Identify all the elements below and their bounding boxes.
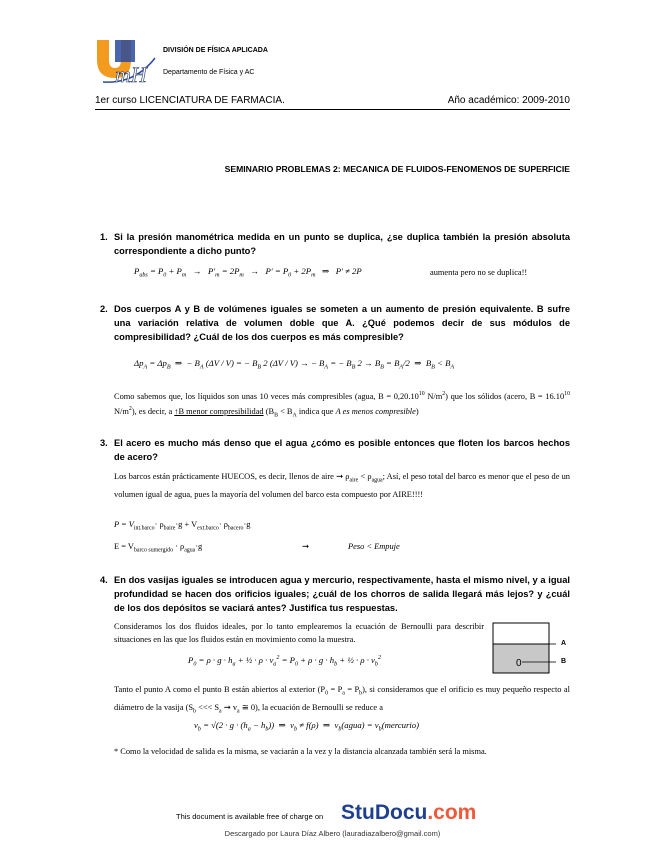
q3-conclusion: Peso < Empuje xyxy=(348,542,400,551)
q1-question: Si la presión manométrica medida en un punto se duplica, ¿se duplica también la presión absoluta correspondiente a dicho punto? xyxy=(114,232,570,256)
header-rule xyxy=(95,109,570,110)
q2-number: 2. xyxy=(100,304,108,314)
q3-buoyancy-formula: $E = V_{barco sumergido} \cdot \rho_{agua}\cdot g$ xyxy=(114,542,203,554)
q2-question: Dos cuerpos A y B de volúmenes iguales se someten a un aumento de presión equivalente. B sufre una variación relativa de volumen doble que A. ¿Qué podemos decir de sus módulos de compresibilidad? ¿Cuál de los dos cuerpos es más compresible? xyxy=(114,304,570,342)
q4-note: * Como la velocidad de salida es la misma, se vaciarán a la vez y la distancia alcanzada también será la misma. xyxy=(114,747,487,756)
q4-question: En dos vasijas iguales se introducen agua y mercurio, respectivamente, hasta el mismo nivel, y a igual profundidad se hacen dos orificios iguales; ¿cuál de los chorros de salida llegará más lejos? y ¿cuál de los dos depósitos se vaciará antes? Justifica tus respuestas. xyxy=(114,575,570,613)
q2-underlined-term: ↑B menor compresibilidad xyxy=(174,406,264,416)
page-title: SEMINARIO PROBLEMAS 2: MECANICA DE FLUIDOS-FENOMENOS DE SUPERFICIE xyxy=(224,164,570,174)
download-notice: Descargado por Laura Díaz Albero (lauradiazalbero@gmail.com) xyxy=(224,829,441,838)
q4-number: 4. xyxy=(100,575,108,585)
tank-label-a: A xyxy=(561,640,567,647)
studocu-logo[interactable]: StuDocu.com xyxy=(341,801,477,824)
tank-diagram xyxy=(492,622,558,674)
q4-bernoulli: $P_0 = \rho \cdot g \cdot h_a$ + ½ · $\rho \cdot v_a^2 = P_0 + \rho \cdot g \cdot h_b$ + ½ · $\rho \cdot v_b^2$ xyxy=(188,655,381,668)
q3-question: El acero es mucho más denso que el agua ¿cómo es posible entonces que floten los barcos hechos de acero? xyxy=(114,438,570,462)
q1-note: aumenta pero no se duplica!! xyxy=(430,268,528,277)
division-name: DIVISIÓN DE FÍSICA APLICADA xyxy=(163,47,268,54)
q1-number: 1. xyxy=(100,232,108,242)
q4-answer-intro: Consideramos los dos fluidos ideales, por lo tanto emplearemos la ecuación de Bernoulli para describir situaciones en las que los fluidos están en movimiento como la muestra. xyxy=(114,622,484,644)
q3-number: 3. xyxy=(100,438,108,448)
academic-year: Año académico: 2009-2010 xyxy=(447,95,570,106)
footer-available-text: This document is available free of charge on xyxy=(176,812,324,821)
q2-formula: $\Delta p_A = \Delta p_B$ ⇒ − $B_A$ (ΔV / V) = − $B_B$ 2 (ΔV / V) → − $B_A$ = − $B_B$ $2 \to B_B = B_A/2$ ⇒ $B_B < B_A$ xyxy=(134,358,455,371)
q1-formula: $P_{abs} = P_0 + P_m \to P'_m = 2P_m \to P' = P_0 + 2P_m$ ⇒ P' ≠ 2P xyxy=(134,266,362,279)
tank-zero-label: 0 xyxy=(516,658,522,669)
q3-arrow: ➞ xyxy=(302,542,310,551)
course-name: 1er curso LICENCIATURA DE FARMACIA. xyxy=(95,95,285,106)
course-line xyxy=(95,95,570,106)
logo-text: mH xyxy=(115,62,147,86)
q2-answer: Como sabemos que, los líquidos son unas 10 veces más compresibles (agua, $B = 0,20.10^{10}$ $N/m^2$) que los sólidos (acero, $B = 16.10^{10}$ $N/m^2$), es decir, a ↑B menor compresibilidad ($B_B < B_A$ indica que A es menos compresible) xyxy=(114,391,570,419)
q4-answer-detail: Tanto el punto A como el punto B están abiertos al exterior $(P_0 = P_a = P_b)$, si consideramos que el orificio es muy pequeño respecto al diámetro de la vasija ($S_b$ <<< $S_a$ ➞ $v_a$ ≅ 0), la ecuación de Bernoulli se reduce a xyxy=(114,685,570,715)
department-name: Departamento de Física y AC xyxy=(163,69,255,76)
q4-velocity-formula: $v_b = √(2 \cdot g \cdot (h_a - h_b))$ ⇒ $v_b \ne f(\rho)$ ⇒ $v_b(agua)$ = $v_b(mercurio)$ xyxy=(194,720,419,733)
university-logo xyxy=(95,38,157,86)
tank-label-b: B xyxy=(561,658,567,665)
q3-answer: Los barcos están prácticamente HUECOS, es decir, llenos de aire ➞ $\rho_{aire} < \rho_{agua}$; Así, el peso total del barco es menor que el peso de un volumen igual de agua, pues la mayoría del volumen del barco esta compuesto por AIRE!!!! xyxy=(114,472,570,499)
q3-weight-formula: $P = V_{int.barco}\cdot \rho_{baire}\cdot g + V_{ext.barco}\cdot \rho_{bacero}\cdot g$ xyxy=(114,520,251,532)
